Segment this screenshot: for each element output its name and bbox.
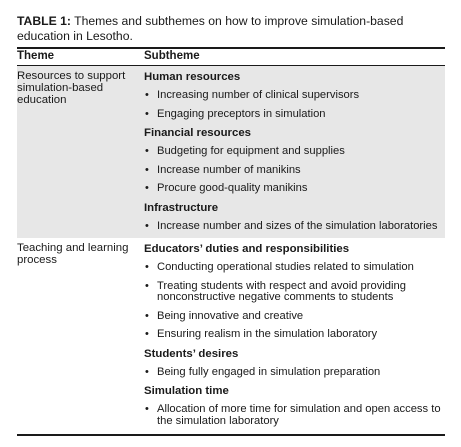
- list-item-text: Being fully engaged in simulation preparation: [157, 365, 381, 378]
- table-row: [17, 238, 445, 434]
- list-item-text: Increase number and sizes of the simulation laboratories: [157, 219, 438, 232]
- subtheme-group-title: Infrastructure: [144, 201, 219, 214]
- bullet-icon: •: [145, 163, 149, 176]
- row-theme: Resources to support simulation-based education: [17, 70, 126, 106]
- bullet-icon: •: [145, 279, 149, 292]
- row-theme: Teaching and learning process: [17, 242, 129, 266]
- list-item: [144, 183, 444, 195]
- list-item-text: Treating students with respect and avoid providing nonconstructive negative comments to students: [157, 279, 406, 303]
- table-row: [17, 66, 445, 238]
- list-item-text: Increasing number of clinical supervisors: [157, 89, 360, 101]
- list-item: [144, 329, 444, 341]
- list-item: [144, 165, 444, 177]
- table-caption: [17, 14, 447, 44]
- row-subthemes: [144, 238, 444, 434]
- header-theme: Theme: [17, 50, 55, 62]
- bullet-icon: •: [145, 145, 149, 157]
- bullet-icon: •: [145, 365, 149, 378]
- list-item: [144, 262, 444, 274]
- list-item-text: Being innovative and creative: [157, 309, 304, 322]
- list-item: [144, 90, 444, 102]
- list-item-text: Conducting operational studies related to simulation: [157, 261, 414, 273]
- bullet-icon: •: [145, 328, 149, 340]
- list-item: [144, 146, 444, 158]
- list-item: [144, 404, 444, 427]
- bullet-icon: •: [145, 182, 149, 194]
- list-item: [144, 109, 444, 121]
- list-item-text: Ensuring realism in the simulation laboratory: [157, 328, 378, 340]
- list-item-text: Budgeting for equipment and supplies: [157, 145, 345, 157]
- table-header-row: [17, 49, 445, 65]
- bullet-icon: •: [145, 107, 149, 120]
- header-subtheme: Subtheme: [144, 50, 200, 62]
- bullet-icon: •: [145, 219, 149, 232]
- bullet-icon: •: [145, 89, 149, 101]
- list-item: [144, 311, 444, 323]
- list-item-text: Allocation of more time for simulation and open access to the simulation laboratory: [157, 403, 441, 427]
- list-item-text: Engaging preceptors in simulation: [157, 107, 326, 120]
- row-subthemes: [144, 66, 444, 239]
- list-item: [144, 281, 444, 304]
- subtheme-group-title: Students’ desires: [144, 347, 239, 360]
- subtheme-group-title: Simulation time: [144, 385, 229, 397]
- subtheme-group-title: Human resources: [144, 71, 241, 83]
- list-item: [144, 221, 444, 233]
- bullet-icon: •: [145, 309, 149, 322]
- subtheme-group-title: Educators’ duties and responsibilities: [144, 243, 350, 255]
- bullet-icon: •: [145, 261, 149, 273]
- list-item: [144, 367, 444, 379]
- bullet-icon: •: [145, 403, 149, 415]
- subtheme-group-title: Financial resources: [144, 127, 251, 139]
- list-item-text: Increase number of manikins: [157, 163, 301, 176]
- caption-text: Themes and subthemes on how to improve simulation-based education in Lesotho.: [17, 14, 404, 43]
- caption-label: TABLE 1:: [17, 14, 71, 28]
- bottom-rule: [17, 434, 445, 436]
- list-item-text: Procure good-quality manikins: [157, 182, 308, 194]
